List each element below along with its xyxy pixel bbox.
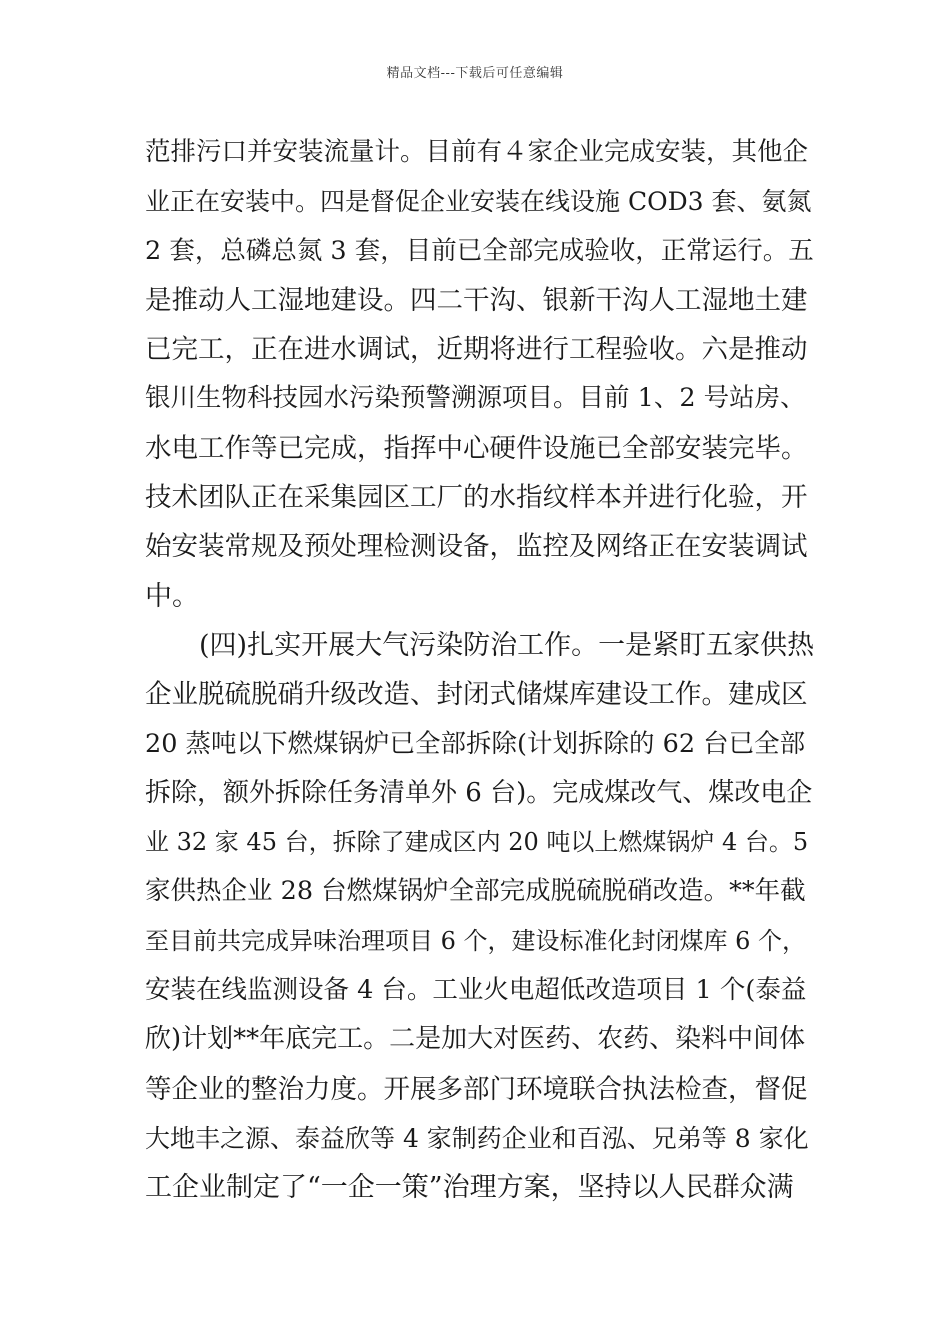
text-line: 业 32 家 45 台，拆除了建成区内 20 吨以上燃煤锅炉 4 台。5 [145,828,809,857]
text-line: 企业脱硫脱硝升级改造、封闭式储煤库建设工作。建成区 [145,679,808,711]
text-line: 范排污口并安装流量计。目前有４家企业完成安装，其他企 [145,137,809,167]
text-line: 至目前共完成异味治理项目 6 个，建设标准化封闭煤库 6 个， [145,926,807,955]
text-line: 是推动人工湿地建设。四二干沟、银新干沟人工湿地土建 [145,284,808,316]
document-body [145,128,815,1213]
text-line: 拆除，额外拆除任务清单外 6 台)。完成煤改气、煤改电企 [145,777,813,808]
text-line: 安装在线监测设备 4 台。工业火电超低改造项目 1 个(泰益 [145,975,807,1006]
text-line: 20 蒸吨以下燃煤锅炉已全部拆除(计划拆除的 62 台已全部 [145,728,806,759]
text-line: 始安装常规及预处理检测设备，监控及网络正在安装调试 [145,531,808,563]
text-line: 已完工，正在进水调试，近期将进行工程验收。六是推动 [145,334,808,366]
paragraph-start-line: (四)扎实开展大气污染防治工作。一是紧盯五家供热 [199,629,815,661]
text-line: 欣)计划**年底完工。二是加大对医药、农药、染料中间体 [145,1024,806,1055]
text-line: 等企业的整治力度。开展多部门环境联合执法检查，督促 [145,1073,808,1105]
page-header: 精品文档---下载后可任意编辑 [386,66,564,81]
text-line: 银川生物科技园水污染预警溯源项目。目前 1、2 号站房、 [145,383,806,414]
text-line: 业正在安装中。四是督促企业安装在线设施 COD3 套、氨氮 [145,187,812,217]
text-line: 家供热企业 28 台燃煤锅炉全部完成脱硫脱硝改造。**年截 [145,876,806,907]
text-line: 工企业制定了“一企一策”治理方案，坚持以人民群众满 [145,1172,794,1204]
text-line: 中。 [145,580,199,612]
text-line: 大地丰之源、泰益欣等 4 家制药企业和百泓、兄弟等 8 家化 [145,1123,809,1153]
text-line: 2 套，总磷总氮 3 套，目前已全部完成验收，正常运行。五 [145,235,814,266]
text-line: 技术团队正在采集园区工厂的水指纹样本并进行化验，开 [145,482,808,514]
text-line: 水电工作等已完成，指挥中心硬件设施已全部安装完毕。 [145,432,808,464]
